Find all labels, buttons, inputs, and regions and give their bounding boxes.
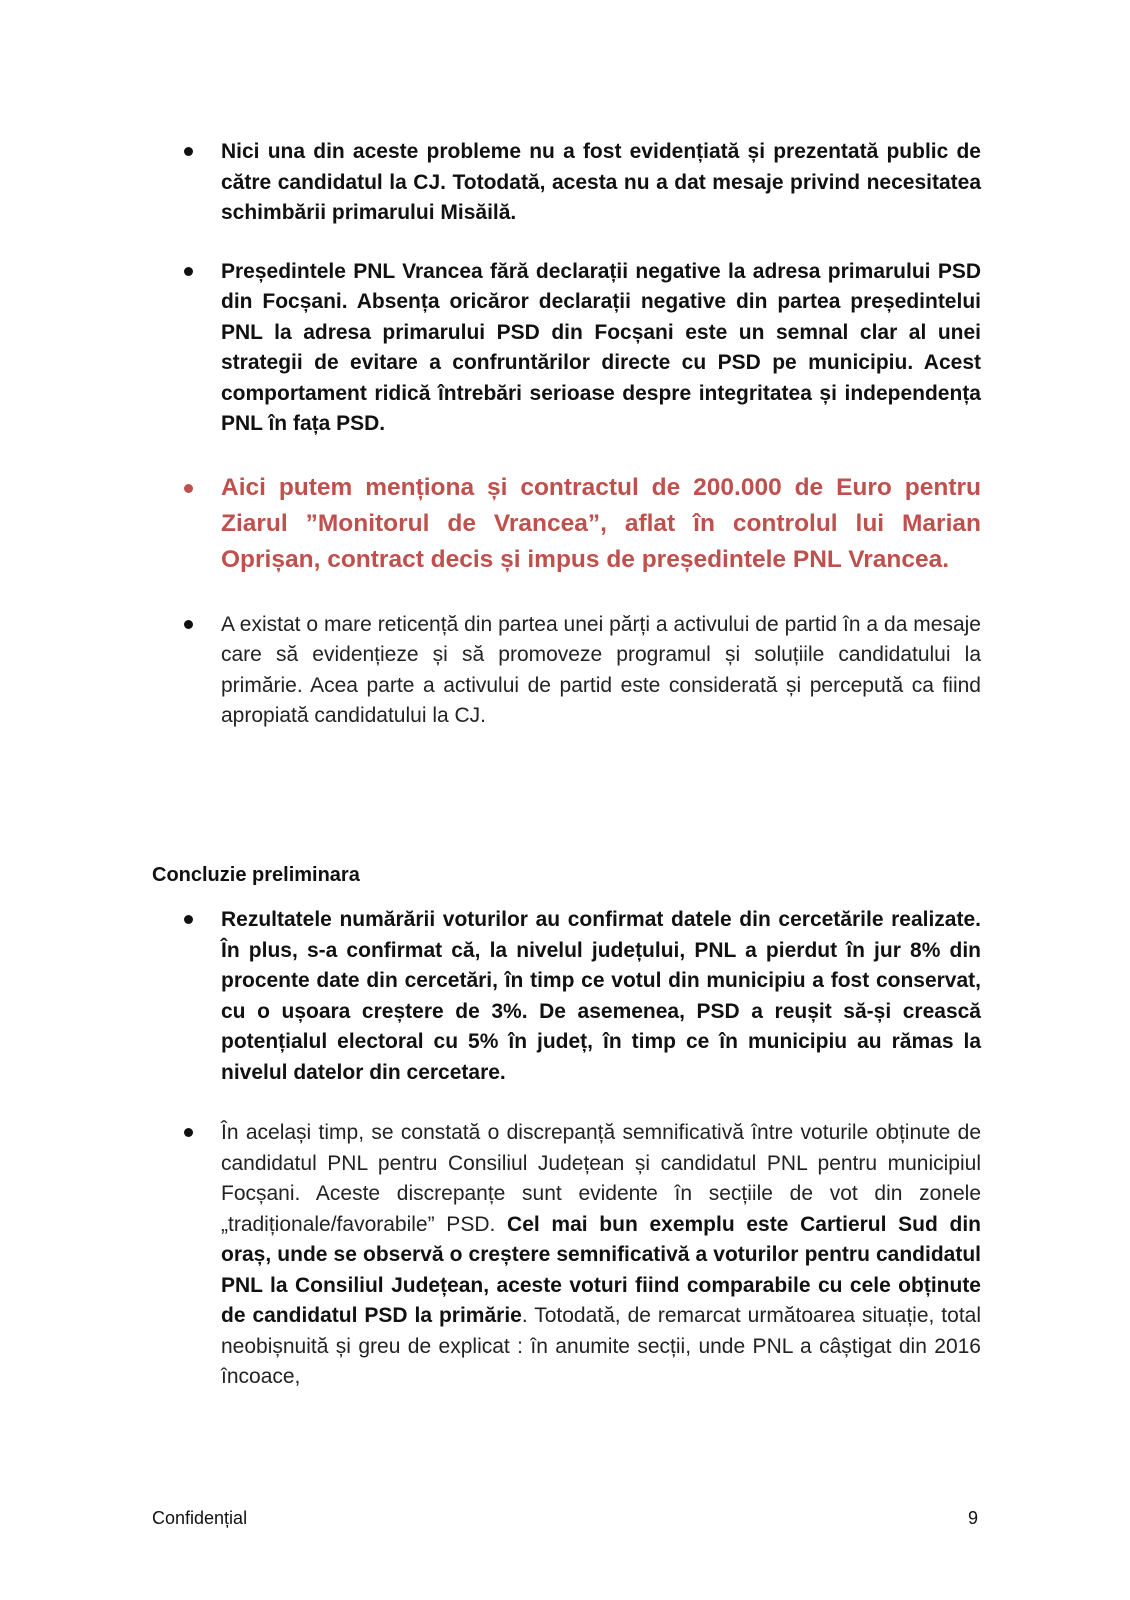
list-item [181,1118,981,1393]
bullet-icon [184,147,193,156]
footer-page-number: 9 [968,1508,979,1528]
section-heading: Concluzie preliminara [152,864,360,886]
footer-confidential-label: Confidențial [152,1508,248,1528]
list-item-highlighted [181,470,981,578]
list-item-text-emphasis: Cel mai bun exemplu este Cartierul Sud din oraș, unde se observă o creștere semnificativă a voturilor pentru candidatul PNL la Consiliul Județean, aceste voturi fiind comparabile cu cele obținute de candidatul PSD la primărie [221,1212,982,1327]
list-item-text: Nici una din aceste probleme nu a fost evidențiată și prezentată public de către candidatul la CJ. Totodată, acesta nu a dat mesaje privind necesitatea schimbării primarului Misăilă. [221,140,981,224]
list-item-text-part2: . Totodată, de remarcat următoarea situație, total neobișnuită și greu de explicat : în anumite secții, unde PNL a câștigat din 2016 încoace, [221,1304,981,1388]
conclusion-list [181,905,981,1393]
list-item-text: A existat o mare reticență din partea unei părți a activului de partid în a da mesaje care să evidențieze și să promoveze programul și soluțiile candidatului la primărie. Acea parte a activului de partid este considerată și percepută ca fiind apropiată candidatului la CJ. [221,612,981,727]
bullet-icon [184,620,193,629]
list-item [181,257,981,440]
bullet-icon [184,1128,193,1137]
bullet-icon [184,915,193,924]
list-item [181,610,981,732]
list-item-text-part1: În același timp, se constată o discrepanță semnificativă între voturile obținute de candidatul PNL pentru Consiliul Județean și candidatul PNL pentru municipiul Focșani. Aceste discrepanțe sunt evidente în secțiile de vot din zonele „tradiționale/favorabile” PSD. [221,1121,981,1236]
findings-list [181,137,981,732]
bullet-icon [184,267,193,276]
bullet-icon [184,484,193,493]
list-item [181,905,981,1088]
list-item-text: Aici putem menționa și contractul de 200.000 de Euro pentru Ziarul ”Monitorul de Vrancea”, aflat în controlul lui Marian Oprișan, contract decis și impus de președintele PNL Vrancea. [221,473,981,573]
list-item-text: Președintele PNL Vrancea fără declarații negative la adresa primarului PSD din Focșani. Absența oricăror declarații negative din partea președintelui PNL la adresa primarului PSD din Focșani este un semnal clar al unei strategii de evitare a confruntărilor directe cu PSD pe municipiu. Acest comportament ridică întrebări serioase despre integritatea și independența PNL în fața PSD. [221,259,981,435]
list-item-text: Rezultatele numărării voturilor au confirmat datele din cercetările realizate. În plus, s-a confirmat că, la nivelul județului, PNL a pierdut în jur 8% din procente date din cercetări, în timp ce votul din municipiu a fost conservat, cu o ușoara creștere de 3%. De asemenea, PSD a reușit să-și crească potențialul electoral cu 5% în județ, în timp ce în municipiu au rămas la nivelul datelor din cercetare. [221,908,981,1084]
list-item [181,137,981,229]
